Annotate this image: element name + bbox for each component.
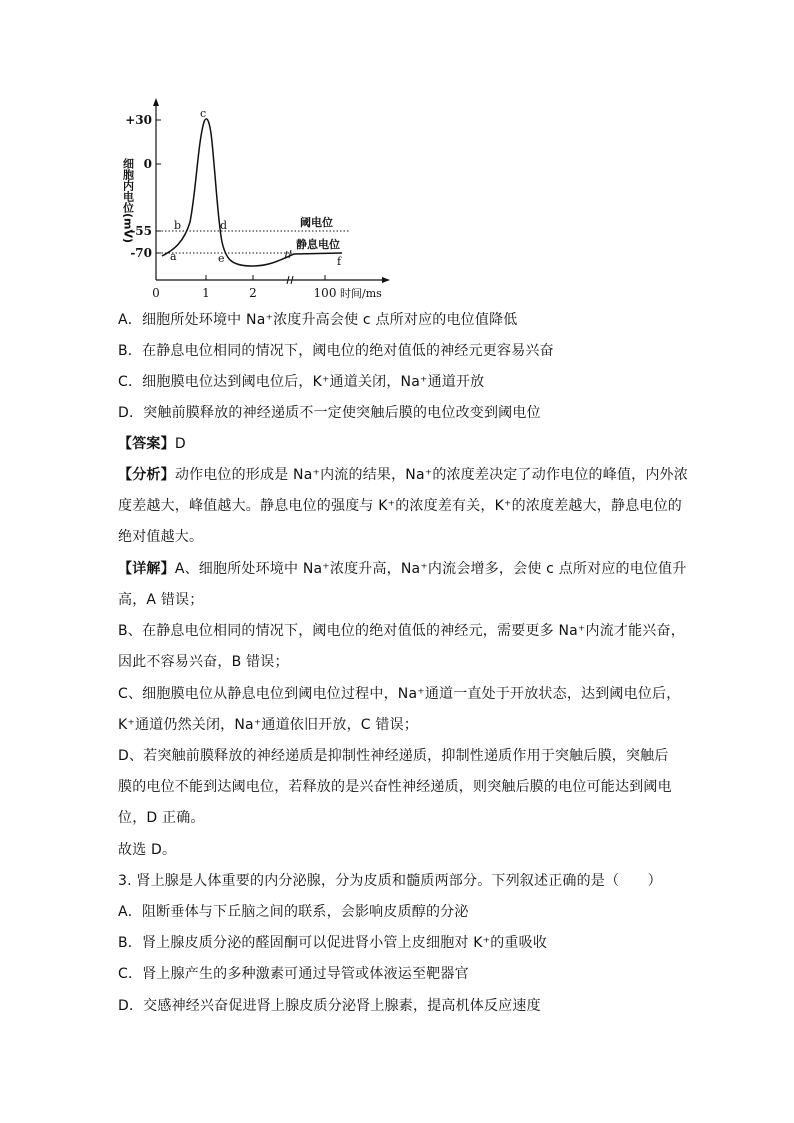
x-tick-label: 1	[202, 286, 210, 300]
x-axis-arrow-icon	[382, 277, 390, 283]
x-tick-label: 100	[313, 286, 337, 300]
point-label-f: f	[337, 255, 342, 268]
q2-option-a: A．细胞所处环境中 Na⁺浓度升高会使 c 点所对应的电位值降低	[118, 312, 518, 328]
y-axis-label: 细胞内电位(mV)	[121, 158, 135, 244]
analysis-line: 绝对值越大。	[118, 529, 204, 545]
detail-text: A、细胞所处环境中 Na⁺浓度升高，Na⁺内流会增多，会使 c 点所对应的电位值升	[174, 561, 687, 577]
curve-break-mark	[289, 250, 291, 258]
q2-option-b: B．在静息电位相同的情况下，阈电位的绝对值低的神经元更容易兴奋	[118, 343, 554, 359]
detail-line	[118, 559, 688, 579]
x-tick-label: 2	[249, 286, 257, 300]
x-tick-label: 0	[152, 286, 160, 300]
answer-line	[118, 434, 688, 454]
detail-line: 因此不容易兴奋，B 错误；	[118, 654, 289, 670]
x-axis-label: 时间/ms	[340, 287, 382, 300]
analysis-text: 动作电位的形成是 Na⁺内流的结果，Na⁺的浓度差决定了动作电位的峰值，内外浓	[174, 467, 688, 483]
y-tick-label: 0	[143, 157, 152, 171]
analysis-line	[118, 465, 688, 485]
detail-line: K⁺通道仍然关闭，Na⁺通道依旧开放，C 错误；	[118, 717, 419, 733]
point-label-a: a	[170, 250, 177, 263]
q3-option-a: A．阻断垂体与下丘脑之间的联系，会影响皮质醇的分泌	[118, 904, 469, 920]
q3-option-d: D．交感神经兴奋促进肾上腺皮质分泌肾上腺素，提高机体反应速度	[118, 998, 541, 1014]
y-tick-label: -70	[130, 246, 152, 260]
action-potential-chart	[112, 92, 402, 304]
answer-value: D	[174, 436, 186, 452]
detail-line: D、若突触前膜释放的神经递质是抑制性神经递质，抑制性递质作用于突触后膜，突触后	[118, 748, 669, 764]
analysis-label: 【分析】	[118, 467, 175, 483]
q3-option-b: B．肾上腺皮质分泌的醛固酮可以促进肾小管上皮细胞对 K⁺的重吸收	[118, 935, 548, 951]
detail-line: 膜的电位不能到达阈电位，若释放的是兴奋性神经递质，则突触后膜的电位可能达到阈电	[118, 779, 672, 795]
point-label-b: b	[174, 219, 182, 232]
detail-line: B、在静息电位相同的情况下，阈电位的绝对值低的神经元，需要更多 Na⁺内流才能兴奋，	[118, 623, 685, 639]
detail-line: 高，A 错误；	[118, 592, 204, 608]
point-label-d: d	[220, 219, 228, 232]
y-tick-label: +30	[125, 113, 152, 127]
q2-option-c: C．细胞膜电位达到阈电位后，K⁺通道关闭，Na⁺通道开放	[118, 374, 485, 390]
detail-line: C、细胞膜电位从静息电位到阈电位过程中，Na⁺通道一直处于开放状态，达到阈电位后，	[118, 686, 681, 702]
q3-option-c: C．肾上腺产生的多种激素可通过导管或体液运至靶器官	[118, 966, 469, 982]
action-potential-figure	[112, 92, 402, 304]
detail-label: 【详解】	[118, 561, 175, 577]
q3-stem: 3. 肾上腺是人体重要的内分泌腺，分为皮质和髓质两部分。下列叙述正确的是（ ）	[118, 873, 662, 889]
conclusion-line: 故选 D。	[118, 842, 177, 858]
detail-line: 位，D 正确。	[118, 810, 205, 826]
point-label-c: c	[200, 107, 207, 120]
threshold-label: 阈电位	[300, 216, 333, 229]
y-axis-arrow-icon	[153, 98, 159, 106]
q2-option-d: D．突触前膜释放的神经递质不一定使突触后膜的电位改变到阈电位	[118, 405, 541, 421]
y-tick-label: -55	[130, 224, 152, 238]
answer-label: 【答案】	[118, 436, 175, 452]
analysis-line: 度差越大，峰值越大。静息电位的强度与 K⁺的浓度差有关，K⁺的浓度差越大，静息电位的	[118, 498, 682, 514]
point-label-e: e	[218, 252, 225, 265]
resting-label: 静息电位	[296, 238, 340, 251]
